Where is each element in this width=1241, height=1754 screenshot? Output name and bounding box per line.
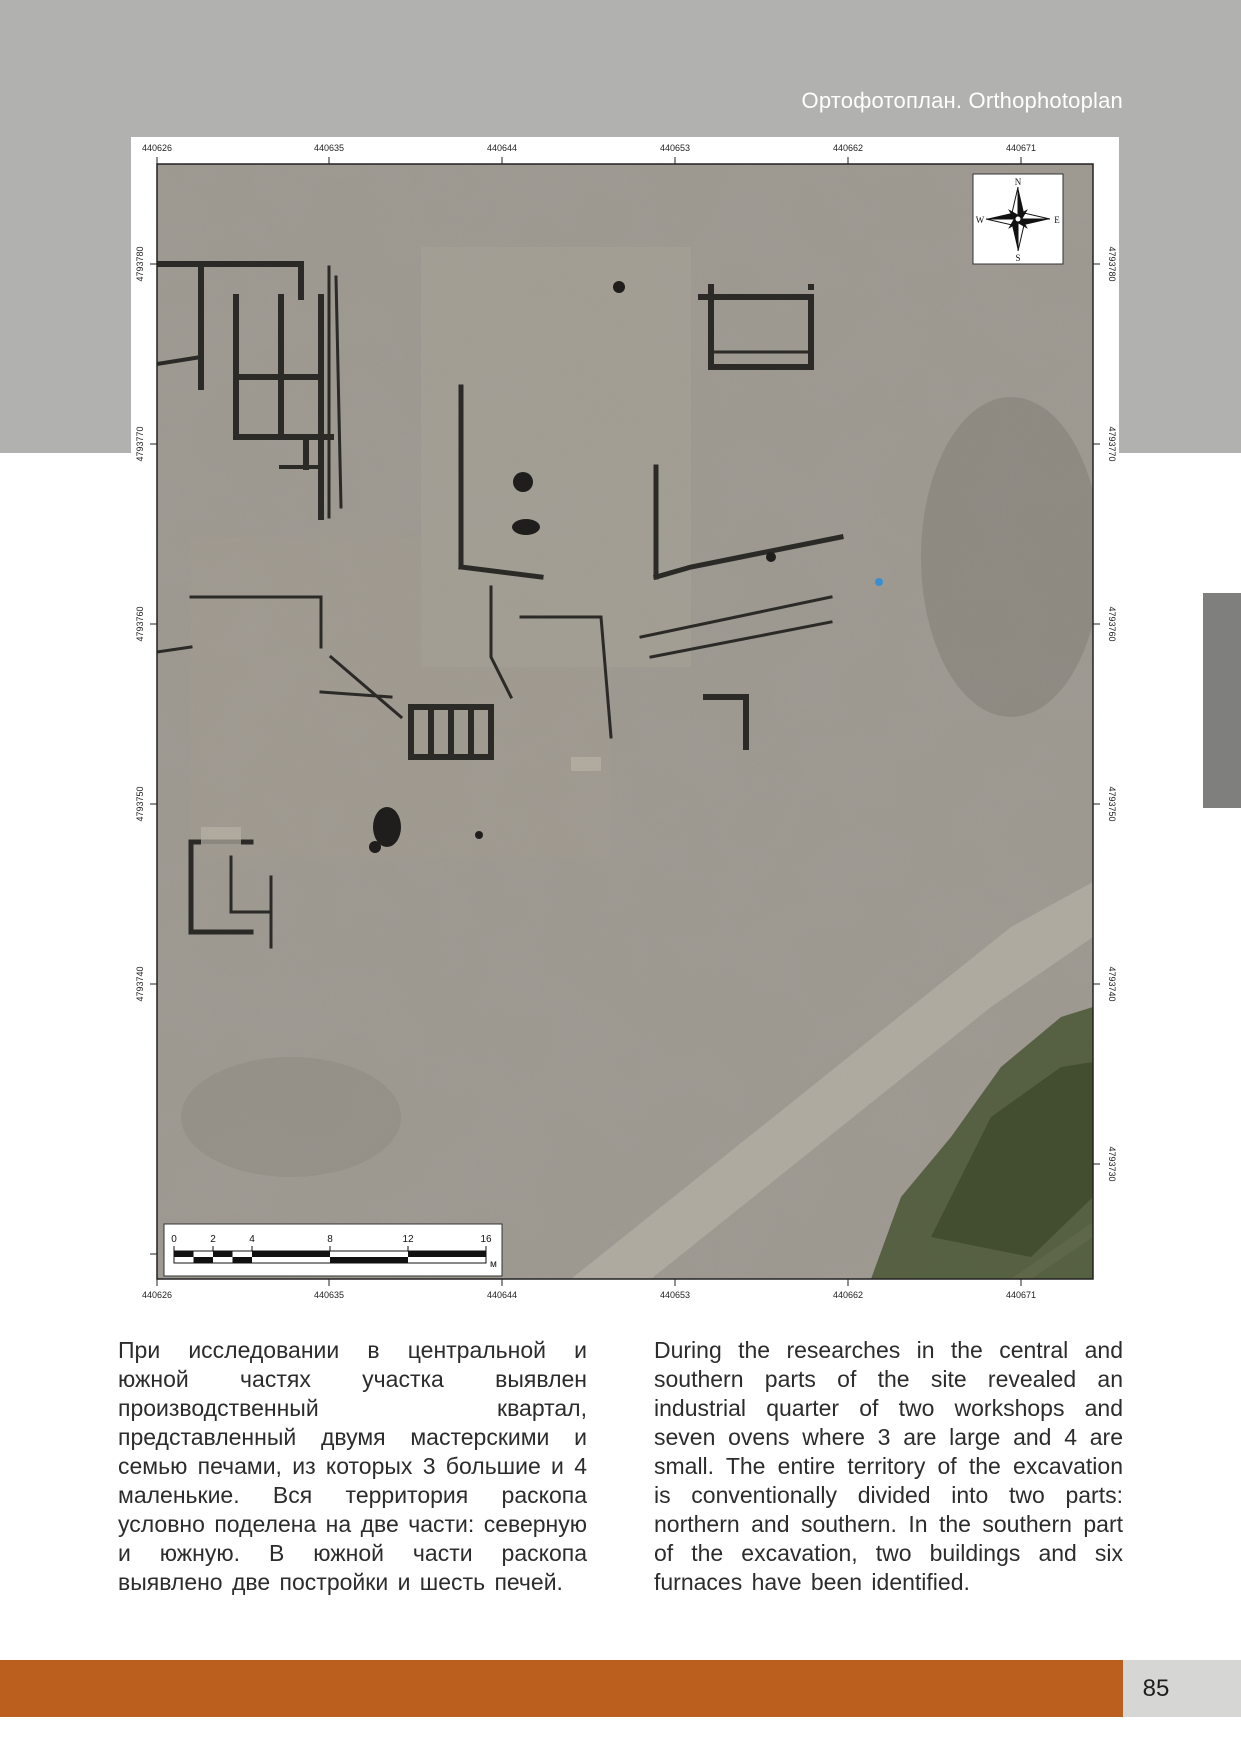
scale-label: 4 bbox=[249, 1234, 255, 1245]
scale-unit: м bbox=[490, 1259, 497, 1270]
compass-w: W bbox=[975, 215, 985, 225]
side-tab bbox=[1203, 593, 1241, 808]
y-tick-label-right: 4793750 bbox=[1107, 786, 1117, 822]
compass-rose-icon bbox=[973, 174, 1063, 264]
footer-accent-bar bbox=[0, 1660, 1123, 1717]
compass-n: N bbox=[1014, 177, 1022, 187]
y-tick-label-left: 4793780 bbox=[135, 246, 145, 282]
x-tick-label-top: 440626 bbox=[141, 143, 173, 153]
y-tick-label-right: 4793730 bbox=[1107, 1146, 1117, 1182]
scale-label: 16 bbox=[480, 1234, 492, 1245]
x-tick-label-top: 440644 bbox=[486, 143, 518, 153]
y-tick-label-left: 4793770 bbox=[135, 426, 145, 462]
page-number: 85 bbox=[1142, 1675, 1170, 1702]
y-tick-label-right: 4793740 bbox=[1107, 966, 1117, 1002]
x-tick-label-bottom: 440626 bbox=[141, 1290, 173, 1300]
scale-label: 8 bbox=[327, 1234, 333, 1245]
y-tick-label-left: 4793740 bbox=[135, 966, 145, 1002]
x-tick-label-top: 440671 bbox=[1005, 143, 1037, 153]
y-tick-label-right: 4793770 bbox=[1107, 426, 1117, 462]
orthophoto-map bbox=[131, 137, 1119, 1303]
y-tick-label-left: 4793760 bbox=[135, 606, 145, 642]
y-tick-label-right: 4793780 bbox=[1107, 246, 1117, 282]
scale-label: 12 bbox=[402, 1234, 414, 1245]
y-tick-label-right: 4793760 bbox=[1107, 606, 1117, 642]
body-text-ru: При исследовании в центральной и южной частях участка выявлен производственный квартал, представленный двумя мастерскими и семью печами, из которых 3 большие и 4 маленькие. Вся территория раскопа условно поделена на две части: северную и южную. В южной части раскопа выявлено две постройки и шесть печей. bbox=[118, 1337, 587, 1595]
body-text-en: During the researches in the central and southern parts of the site revealed an industrial quarter of two workshops and seven ovens where 3 are large and 4 are small. The entire territory of the excavation is conventionally divided into two parts: northern and southern. In the southern part of the excavation, two buildings and six furnaces have been identified. bbox=[654, 1337, 1123, 1595]
x-tick-label-top: 440653 bbox=[659, 143, 691, 153]
x-tick-label-bottom: 440671 bbox=[1005, 1290, 1037, 1300]
scale-label: 0 bbox=[171, 1234, 177, 1245]
x-tick-label-bottom: 440644 bbox=[486, 1290, 518, 1300]
x-tick-label-bottom: 440635 bbox=[313, 1290, 345, 1300]
compass-s: S bbox=[1015, 253, 1021, 263]
section-title: Ортофотоплан. Orthophotoplan bbox=[801, 88, 1123, 113]
aerial-photo bbox=[157, 164, 1101, 1279]
x-tick-label-bottom: 440662 bbox=[832, 1290, 864, 1300]
x-tick-label-top: 440662 bbox=[832, 143, 864, 153]
y-tick-label-left: 4793750 bbox=[135, 786, 145, 822]
scale-label: 2 bbox=[210, 1234, 216, 1245]
x-tick-label-bottom: 440653 bbox=[659, 1290, 691, 1300]
compass-e: E bbox=[1054, 215, 1060, 225]
x-tick-label-top: 440635 bbox=[313, 143, 345, 153]
scale-bar bbox=[164, 1224, 502, 1276]
